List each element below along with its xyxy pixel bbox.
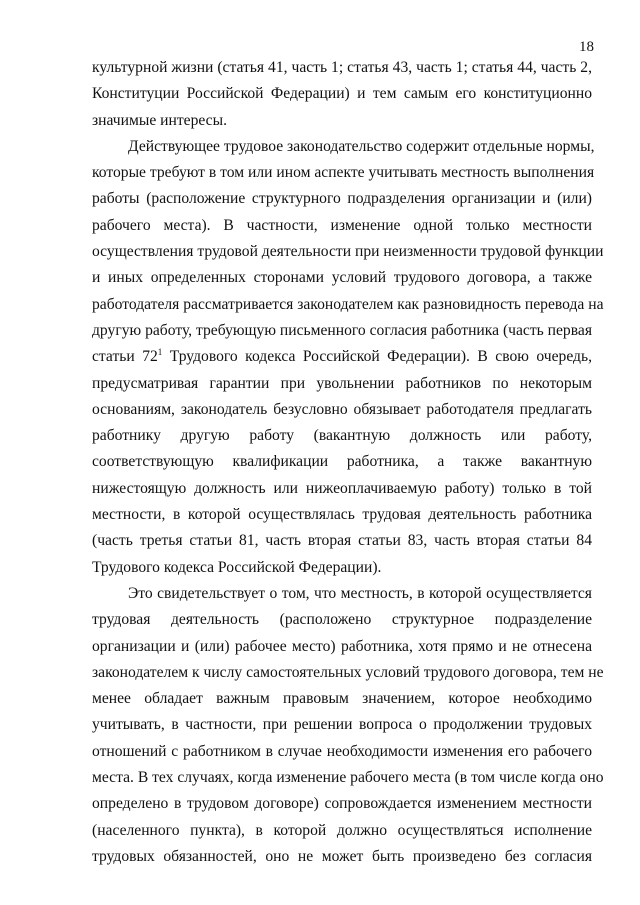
text-segment: статьи 72: [92, 348, 158, 366]
text-line: менее обладает важным правовым значением, которое необходимо: [92, 690, 592, 708]
text-line: местности, в которой осуществлялась трудовая деятельность работника: [92, 506, 592, 524]
text-line: трудовых обязанностей, оно не может быть произведено без согласия: [92, 847, 592, 865]
text-line: (населенного пункта), в которой должно осуществляться исполнение: [92, 821, 592, 839]
document-body: [92, 55, 604, 870]
text-line: другую работу, требующую письменного согласия работника (часть первая: [92, 321, 592, 339]
text-line: Это свидетельствует о том, что местность, в которой осуществляется: [128, 584, 592, 602]
text-line: [92, 344, 592, 370]
text-line: культурной жизни (статья 41, часть 1; статья 43, часть 1; статья 44, часть 2,: [92, 59, 592, 76]
text-line: (часть третья статьи 81, часть вторая статьи 83, часть вторая статьи 84: [92, 532, 592, 550]
text-line: учитывать, в частности, при решении вопроса о продолжении трудовых: [92, 716, 592, 734]
text-line: которые требуют в том или ином аспекте учитывать местность выполнения: [92, 164, 595, 182]
text-line: организации и (или) рабочее место) работника, хотя прямо и не отнесена: [92, 637, 592, 655]
text-line: отношений с работником в случае необходимости изменения его рабочего: [92, 742, 592, 760]
text-line: значимые интересы.: [92, 111, 227, 129]
text-line: определено в трудовом договоре) сопровождается изменением местности: [92, 795, 592, 813]
text-line: основаниям, законодатель безусловно обязывает работодателя предлагать: [92, 400, 592, 418]
text-line: работы (расположение структурного подразделения организации и (или): [92, 190, 592, 208]
page-number: 18: [579, 39, 594, 55]
text-line: Конституции Российской Федерации) и тем самым его конституционно: [92, 85, 592, 103]
text-line: Действующее трудовое законодательство содержит отдельные нормы,: [128, 137, 595, 155]
text-line: работодателя рассматривается законодателем как разновидность перевода на: [92, 295, 604, 313]
text-line: рабочего места). В частности, изменение одной только местности: [92, 216, 592, 234]
text-segment: Трудового кодекса Российской Федерации). В свою очередь,: [162, 348, 592, 366]
text-line: осуществления трудовой деятельности при неизменности трудовой функции: [92, 243, 604, 261]
text-line: соответствующую квалификации работника, а также вакантную: [92, 453, 592, 471]
paragraph: [92, 134, 604, 581]
superscript: 1: [157, 347, 163, 358]
text-line: Трудового кодекса Российской Федерации).: [92, 558, 382, 576]
text-line: работнику другую работу (вакантную должность или работу,: [92, 427, 592, 445]
paragraph: [92, 55, 592, 134]
text-line: нижестоящую должность или нижеоплачиваемую работу) только в той: [92, 479, 592, 497]
text-line: предусматривая гарантии при увольнении работников по некоторым: [92, 374, 592, 392]
text-line: и иных определенных сторонами условий трудового договора, а также: [92, 269, 592, 287]
paragraph: [92, 581, 604, 870]
text-line: места. В тех случаях, когда изменение рабочего места (в том числе когда оно: [92, 769, 604, 787]
text-line: трудовая деятельность (расположено структурное подразделение: [92, 611, 592, 629]
text-line: законодателем к числу самостоятельных условий трудового договора, тем не: [92, 663, 604, 681]
